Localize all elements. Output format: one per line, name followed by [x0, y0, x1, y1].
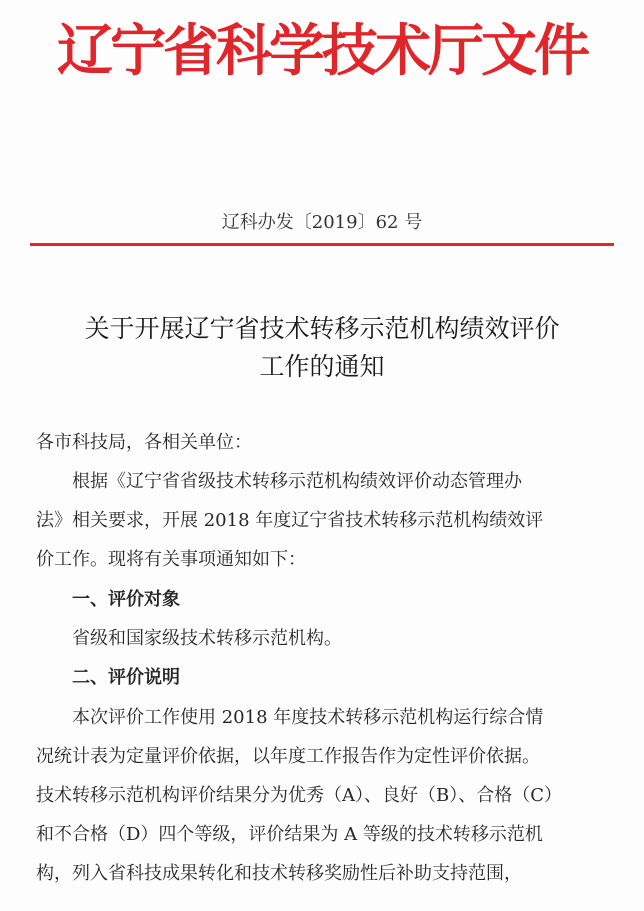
- notice-title-line-2: 工作的通知: [259, 352, 385, 381]
- intro-line-2: 法》相关要求，开展 2018 年度辽宁省技术转移示范机构绩效评: [36, 510, 544, 531]
- intro-line-3: 价工作。现将有关事项通知如下：: [36, 549, 306, 570]
- document-number: 辽科办发〔2019〕62 号: [221, 212, 423, 233]
- section-1-text: 省级和国家级技术转移示范机构。: [72, 628, 342, 649]
- notice-title-line-1: 关于开展辽宁省技术转移示范机构绩效评价: [84, 314, 560, 343]
- section-2-line-4: 和不合格（D）四个等级，评价结果为 A 等级的技术转移示范机: [36, 824, 543, 845]
- section-2-line-2: 况统计表为定量评价依据，以年度工作报告作为定性评价依据。: [36, 746, 540, 767]
- section-1-heading: 一、评价对象: [72, 589, 180, 610]
- document-header: 辽宁省科学技术厅文件: [57, 18, 587, 84]
- section-2-line-3: 技术转移示范机构评价结果分为优秀（A）、良好（B）、合格（C）: [36, 785, 562, 806]
- salutation: 各市科技局，各相关单位：: [36, 432, 252, 453]
- section-2-heading: 二、评价说明: [72, 667, 180, 688]
- header-divider: [30, 243, 614, 246]
- intro-line-1: 根据《辽宁省省级技术转移示范机构绩效评价动态管理办: [72, 471, 522, 492]
- section-2-line-1: 本次评价工作使用 2018 年度技术转移示范机构运行综合情: [72, 707, 544, 728]
- section-2-line-5: 构，列入省科技成果转化和技术转移奖励性后补助支持范围，: [36, 863, 522, 884]
